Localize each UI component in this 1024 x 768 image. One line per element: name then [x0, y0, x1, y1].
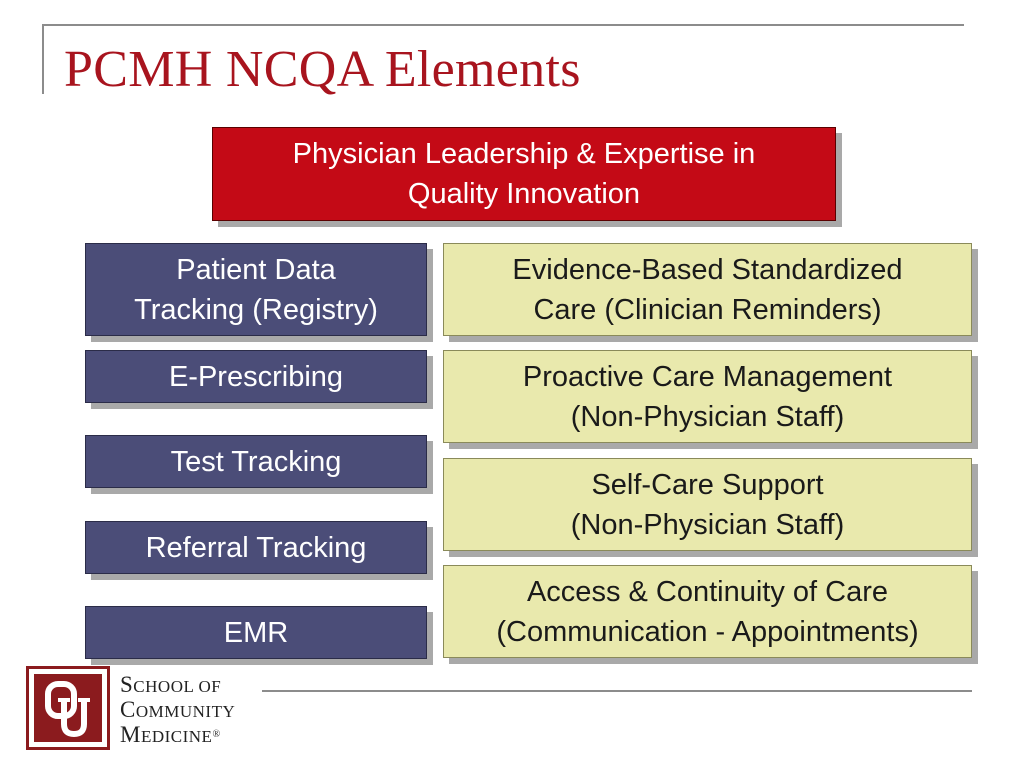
title-frame-top-line	[42, 24, 964, 26]
physician-leadership-box	[212, 127, 836, 221]
title-frame-left-line	[42, 24, 44, 94]
test-tracking-box	[85, 435, 427, 488]
wordmark-line	[120, 723, 235, 748]
box-text-line: Patient Data	[176, 253, 336, 286]
box-text-line: Access & Continuity of Care	[526, 575, 889, 608]
registered-mark: ®	[212, 729, 221, 740]
wordmark-cap: M	[120, 722, 141, 747]
box-text-line: E-Prescribing	[168, 360, 344, 393]
wordmark-line	[120, 698, 235, 723]
wordmark-rest: CHOOL	[133, 677, 199, 696]
access-continuity-box	[443, 565, 972, 658]
patient-data-tracking-box	[85, 243, 427, 336]
wordmark-cap: C	[120, 697, 136, 722]
box-text-line: (Communication - Appointments)	[496, 615, 919, 648]
box-text-line: (Non-Physician Staff)	[570, 400, 845, 433]
emr-box	[85, 606, 427, 659]
referral-tracking-box	[85, 521, 427, 574]
e-prescribing-box	[85, 350, 427, 403]
wordmark-line	[120, 673, 235, 698]
box-text-line: Test Tracking	[170, 445, 342, 478]
wordmark-of: OF	[198, 677, 222, 696]
box-text-line: Evidence-Based Standardized	[512, 253, 903, 286]
wordmark-rest: EDICINE	[140, 727, 213, 746]
self-care-support-box	[443, 458, 972, 551]
box-text-line: Quality Innovation	[407, 178, 641, 210]
proactive-care-management-box	[443, 350, 972, 443]
box-text-line: Care (Clinician Reminders)	[533, 293, 882, 326]
wordmark-cap: S	[120, 672, 134, 697]
box-text-line: Physician Leadership & Expertise in	[292, 138, 756, 170]
evidence-based-care-box	[443, 243, 972, 336]
box-text-line: Self-Care Support	[591, 468, 824, 501]
box-text-line: Referral Tracking	[145, 531, 367, 564]
wordmark-rest: OMMUNITY	[135, 702, 236, 721]
footer-divider-line	[262, 690, 972, 692]
ou-logo-mark	[34, 674, 102, 742]
box-text-line: Proactive Care Management	[522, 360, 893, 393]
page-title: PCMH NCQA Elements	[64, 41, 581, 98]
box-text-line: Tracking (Registry)	[134, 293, 378, 326]
ou-logo	[26, 666, 110, 750]
school-of-community-medicine-wordmark	[120, 673, 235, 748]
box-text-line: EMR	[223, 616, 289, 649]
ou-monogram-icon	[34, 674, 102, 742]
box-text-line: (Non-Physician Staff)	[570, 508, 845, 541]
